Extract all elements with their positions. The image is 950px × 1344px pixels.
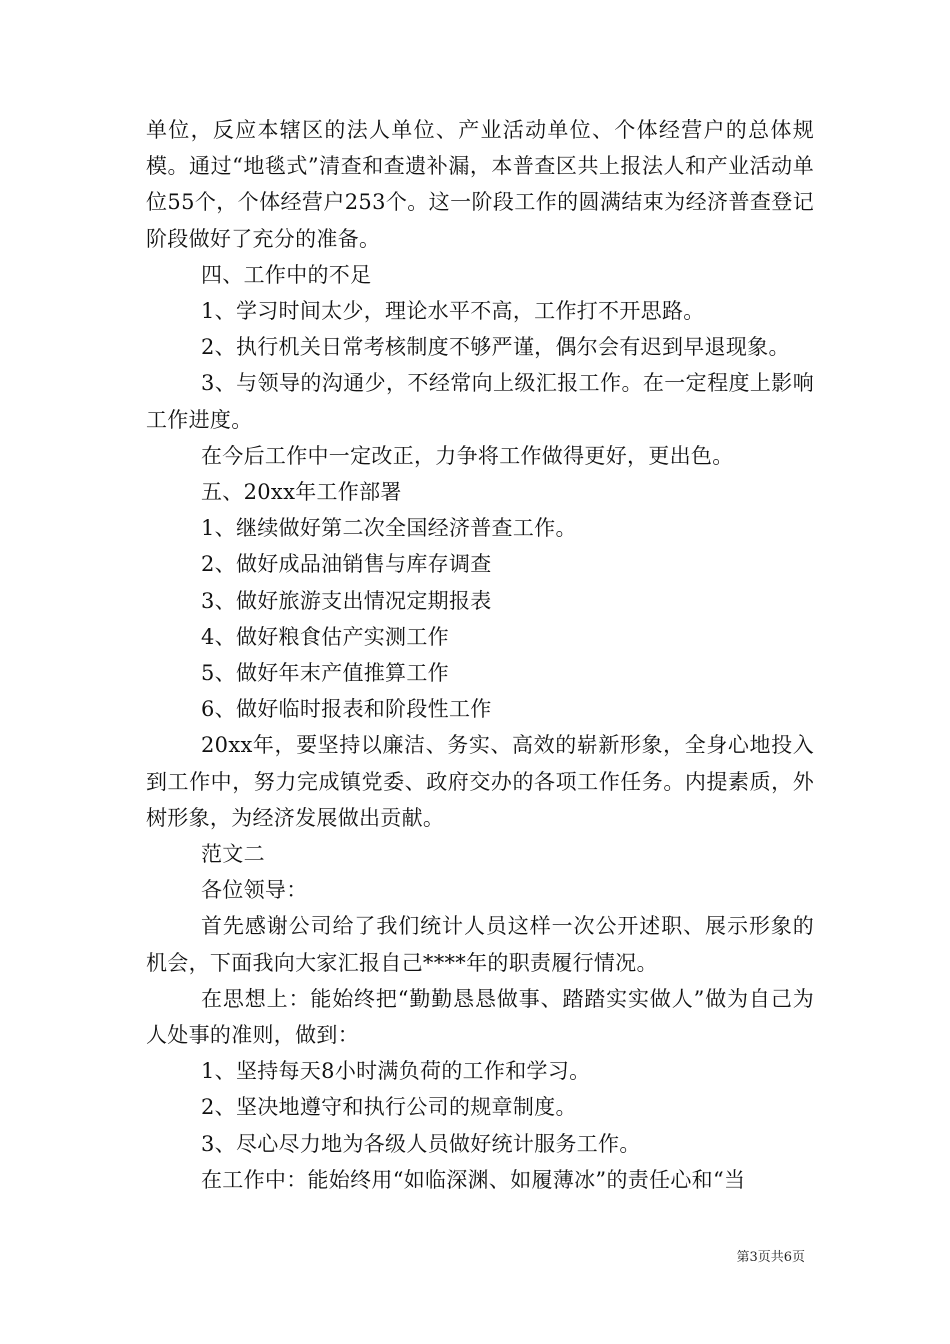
paragraph: 在今后工作中一定改正，力争将工作做得更好，更出色。 (201, 443, 734, 468)
list-item: 3、做好旅游支出情况定期报表 (201, 588, 492, 613)
salutation: 各位领导： (201, 878, 308, 903)
list-item: 3、与领导的沟通少，不经常向上级汇报工作。在一定程度上影响工作进度。 (146, 371, 814, 432)
list-item: 5、做好年末产值推算工作 (201, 661, 449, 686)
list-item: 2、执行机关日常考核制度不够严谨，偶尔会有迟到早退现象。 (201, 335, 790, 360)
section-heading-plan: 五、20xx年工作部署 (201, 480, 402, 505)
list-item: 2、做好成品油销售与库存调查 (201, 552, 492, 577)
paragraph: 在思想上：能始终把“勤勤恳恳做事、踏踏实实做人”做为自己为人处事的准则，做到： (146, 986, 814, 1048)
page-number: 第3页共6页 (736, 1250, 805, 1265)
list-item: 2、坚决地遵守和执行公司的规章制度。 (201, 1095, 577, 1120)
list-item: 4、做好粮食估产实测工作 (201, 624, 449, 649)
list-item: 1、学习时间太少，理论水平不高，工作打不开思路。 (201, 299, 705, 324)
section-heading-sample-two: 范文二 (201, 842, 265, 867)
list-item: 3、尽心尽力地为各级人员做好统计服务工作。 (201, 1131, 641, 1156)
section-heading-shortcomings: 四、工作中的不足 (201, 262, 372, 287)
list-item: 1、继续做好第二次全国经济普查工作。 (201, 516, 577, 541)
paragraph: 首先感谢公司给了我们统计人员这样一次公开述职、展示形象的机会，下面我向大家汇报自己****年的职责履行情况。 (146, 914, 814, 975)
document-body (146, 112, 814, 1198)
paragraph: 在工作中：能始终用“如临深渊、如履薄冰”的责任心和“当 (201, 1167, 746, 1192)
list-item: 1、坚持每天8小时满负荷的工作和学习。 (201, 1059, 591, 1084)
paragraph: 20xx年，要坚持以廉洁、务实、高效的崭新形象，全身心地投入到工作中，努力完成镇党委、政府交办的各项工作任务。内提素质，外树形象，为经济发展做出贡献。 (146, 733, 814, 830)
list-item: 6、做好临时报表和阶段性工作 (201, 697, 492, 722)
paragraph-continuation: 单位，反应本辖区的法人单位、产业活动单位、个体经营户的总体规模。通过“地毯式”清查和查遗补漏，本普查区共上报法人和产业活动单位55个，个体经营户253个。这一阶段工作的圆满结束为经济普查登记阶段做好了充分的准备。 (146, 118, 814, 251)
